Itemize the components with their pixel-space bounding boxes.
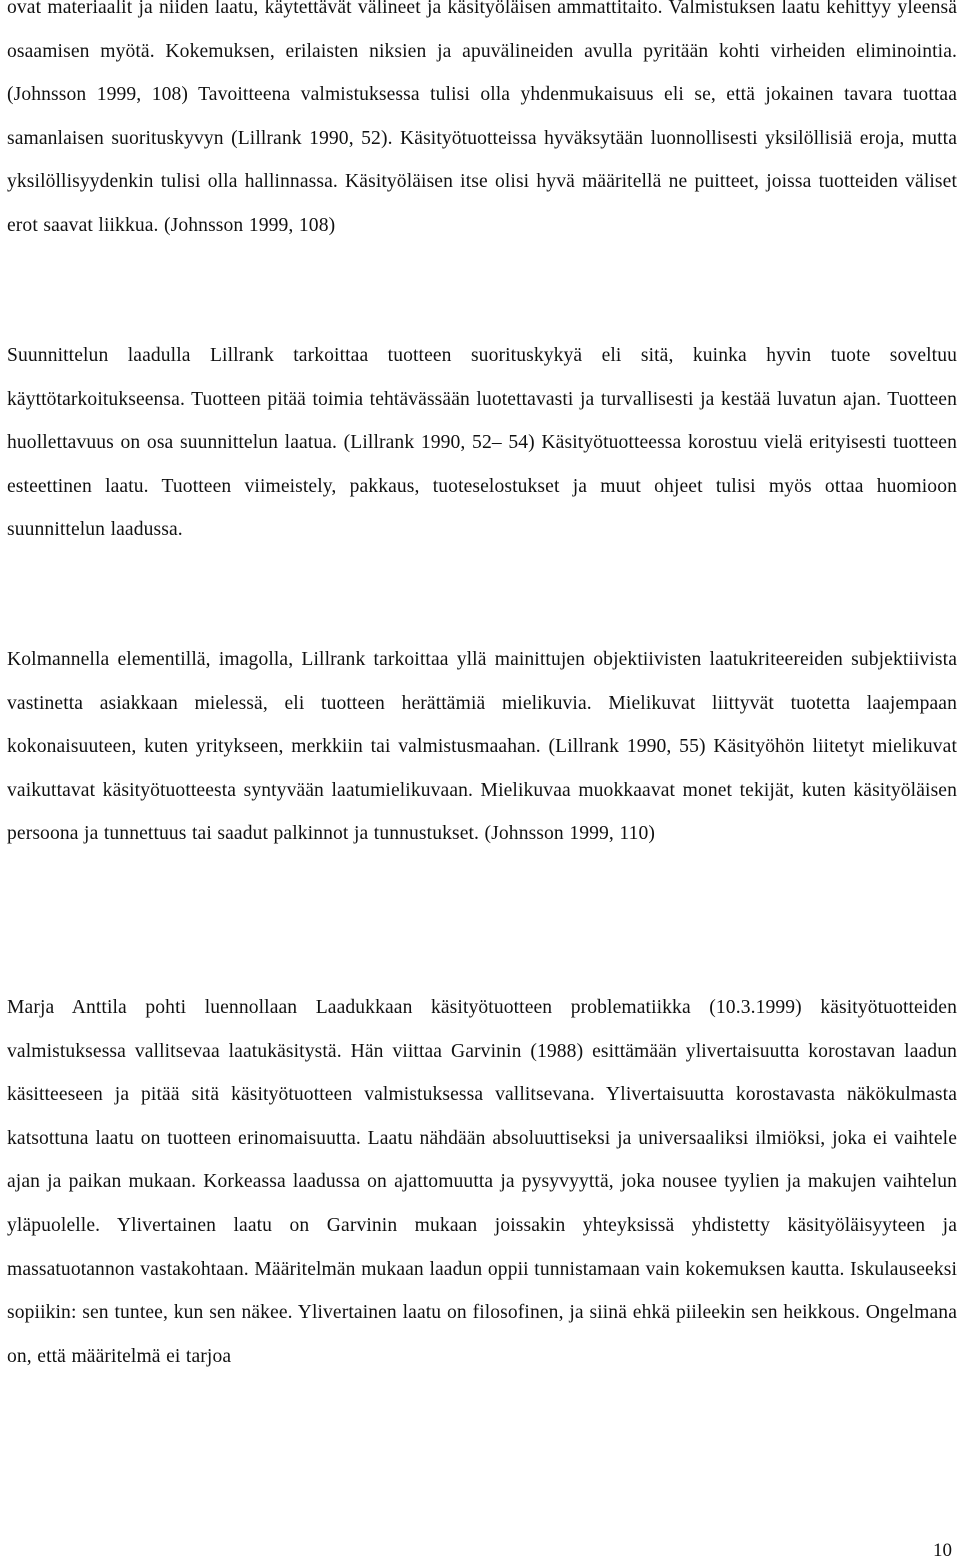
paragraph-image-quality: Kolmannella elementillä, imagolla, Lillrank tarkoittaa yllä mainittujen objektiivisten laatukriteereiden subjektiivista vastinetta asiakkaan mielessä, eli tuotteen herättämiä mielikuvia. Mielikuvat liittyvät tuotetta laajempaan kokonaisuuteen, kuten yritykseen, merkkiin tai valmistusmaahan. (Lillrank 1990, 55) Käsityöhön liitetyt mielikuvat vaikuttavat käsityötuotteesta syntyvään laatumielikuvaan. Mielikuvaa muokkaavat monet tekijät, kuten käsityöläisen persoona ja tunnettuus tai saadut palkinnot ja tunnustukset. (Johnsson 1999, 110) bbox=[7, 649, 957, 845]
page-number: 10 bbox=[933, 1540, 952, 1561]
paragraph-anttila-quality-concept: Marja Anttila pohti luennollaan Laadukkaan käsityötuotteen problematiikka (10.3.1999) käsityötuotteiden valmistuksessa vallitsevaa laatukäsitystä. Hän viittaa Garvinin (1988) esittämään ylivertaisuutta korostavan laadun käsitteeseen ja pitää sitä käsityötuotteen valmistuksessa vallitsevana. Ylivertaisuutta korostavasta näkökulmasta katsottuna laatu on tuotteen erinomaisuutta. Laatu nähdään absoluuttiseksi ja universaaliksi ilmiöksi, joka ei vaihtele ajan ja paikan mukaan. Korkeassa laadussa on ajattomuutta ja pysyvyyttä, joka nousee tyylien ja makujen vaihtelun yläpuolelle. Ylivertainen laatu on Garvinin mukaan joissakin yhteyksissä yhdistetty käsityöläisyyteen ja massatuotannon vastakohtaan. Määritelmän mukaan laadun oppii tunnistamaan vain kokemuksen kautta. Iskulauseeksi sopiikin: sen tuntee, kun sen näkee. Ylivertainen laatu on filosofinen, ja siinä ehkä piileekin sen heikkous. Ongelmana on, että määritelmä ei tarjoa bbox=[7, 997, 957, 1367]
paragraph-design-quality: Suunnittelun laadulla Lillrank tarkoittaa tuotteen suorituskykyä eli sitä, kuinka hyvin tuote soveltuu käyttötarkoitukseensa. Tuotteen pitää toimia tehtävässään luotettavasti ja turvallisesti ja kestää luvatun ajan. Tuotteen huollettavuus on osa suunnittelun laatua. (Lillrank 1990, 52– 54) Käsityötuotteessa korostuu vielä erityisesti tuotteen esteettinen laatu. Tuotteen viimeistely, pakkaus, tuoteselostukset ja muut ohjeet tulisi myös ottaa huomioon suunnittelun laadussa. bbox=[7, 345, 957, 541]
paragraph-manufacturing-quality: ovat materiaalit ja niiden laatu, käytettävät välineet ja käsityöläisen ammattitaito. Valmistuksen laatu kehittyy yleensä osaamisen myötä. Kokemuksen, erilaisten niksien ja apuvälineiden avulla pyritään kohti virheiden eliminointia. (Johnsson 1999, 108) Tavoitteena valmistuksessa tulisi olla yhdenmukaisuus eli se, että jokainen tavara tuottaa samanlaisen suorituskyvyn (Lillrank 1990, 52). Käsityötuotteissa hyväksytään luonnollisesti yksilöllisiä eroja, mutta yksilöllisyydenkin tulisi olla hallinnassa. Käsityöläisen itse olisi hyvä määritellä ne puitteet, joissa tuotteiden väliset erot saavat liikkua. (Johnsson 1999, 108) bbox=[7, 0, 957, 236]
